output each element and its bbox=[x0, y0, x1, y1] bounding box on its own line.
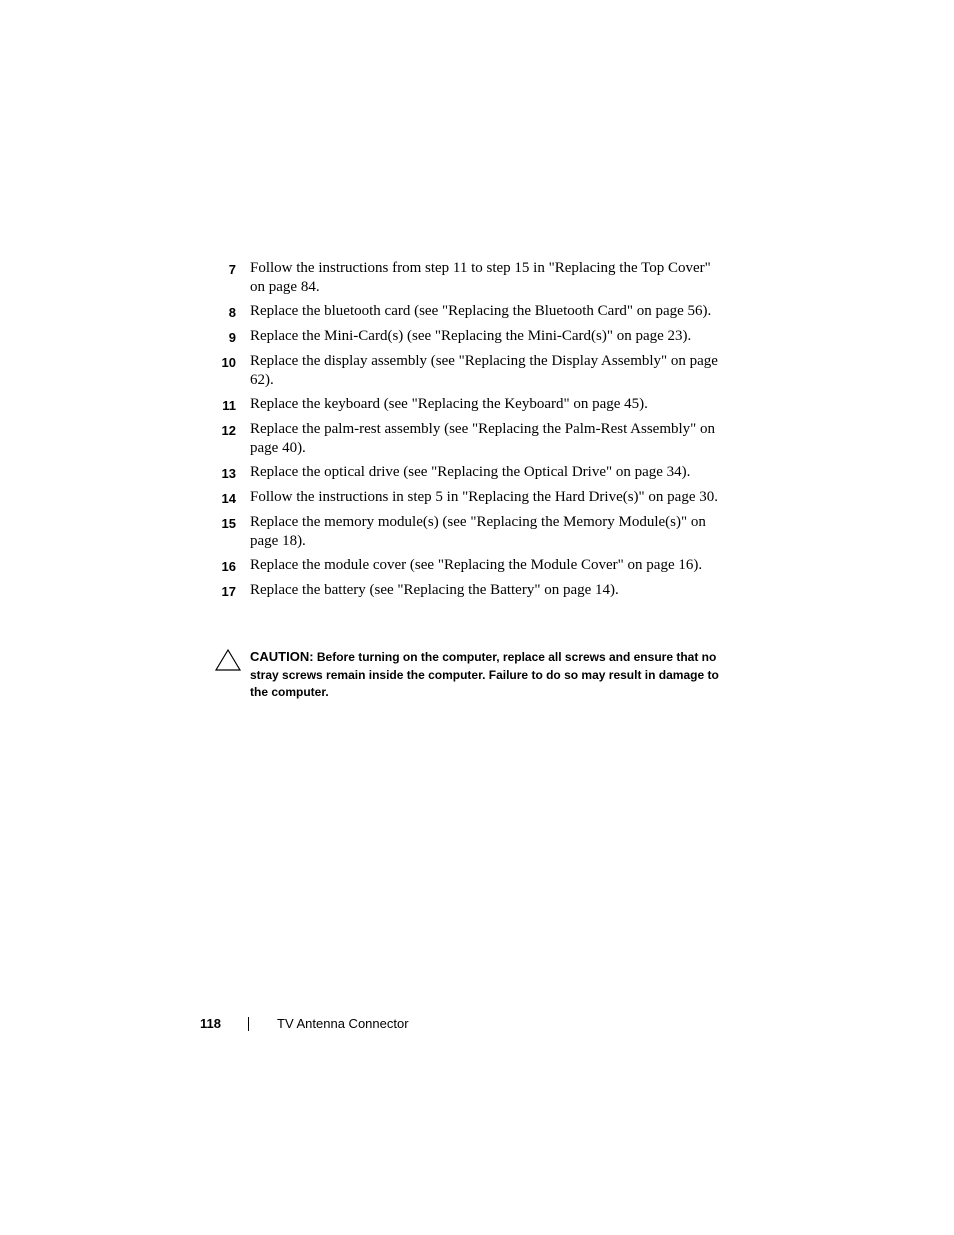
step-item bbox=[200, 327, 730, 347]
procedure-steps bbox=[200, 259, 730, 606]
step-item bbox=[200, 513, 730, 551]
step-text: Replace the battery (see "Replacing the Battery" on page 14). bbox=[250, 582, 619, 598]
caution-body: Before turning on the computer, replace all screws and ensure that no stray screws remain inside the computer. Failure to do so may result in damage to the computer. bbox=[250, 650, 719, 699]
step-number: 13 bbox=[221, 466, 236, 481]
step-text: Replace the memory module(s) (see "Replacing the Memory Module(s)" on page 18). bbox=[250, 514, 706, 549]
page-number: 118 bbox=[200, 1016, 221, 1031]
step-item bbox=[200, 463, 730, 483]
step-text: Replace the palm-rest assembly (see "Replacing the Palm-Rest Assembly" on page 40). bbox=[250, 421, 716, 456]
step-item bbox=[200, 395, 730, 415]
step-number: 17 bbox=[221, 584, 236, 599]
caution-label: CAUTION: bbox=[250, 649, 314, 664]
caution-message bbox=[250, 648, 722, 702]
footer-separator bbox=[248, 1017, 249, 1031]
step-number: 14 bbox=[221, 491, 236, 506]
step-item bbox=[200, 488, 730, 508]
caution-notice bbox=[214, 648, 724, 702]
step-number: 7 bbox=[228, 262, 236, 277]
step-text: Replace the optical drive (see "Replacing the Optical Drive" on page 34). bbox=[250, 464, 691, 480]
step-number: 8 bbox=[228, 305, 236, 320]
caution-triangle-icon bbox=[214, 648, 242, 672]
chapter-title: TV Antenna Connector bbox=[277, 1016, 409, 1031]
step-item bbox=[200, 352, 730, 390]
step-text: Replace the bluetooth card (see "Replacing the Bluetooth Card" on page 56). bbox=[250, 303, 712, 319]
step-item bbox=[200, 420, 730, 458]
step-text: Replace the display assembly (see "Replacing the Display Assembly" on page 62). bbox=[250, 353, 718, 388]
step-text: Replace the keyboard (see "Replacing the Keyboard" on page 45). bbox=[250, 396, 648, 412]
step-item bbox=[200, 581, 730, 601]
step-item bbox=[200, 302, 730, 322]
step-text: Follow the instructions from step 11 to step 15 in "Replacing the Top Cover" on page 84. bbox=[250, 260, 711, 295]
step-text: Replace the module cover (see "Replacing the Module Cover" on page 16). bbox=[250, 557, 703, 573]
step-item bbox=[200, 259, 730, 297]
step-number: 15 bbox=[221, 516, 236, 531]
step-text: Follow the instructions in step 5 in "Replacing the Hard Drive(s)" on page 30. bbox=[250, 489, 718, 505]
step-number: 9 bbox=[228, 330, 236, 345]
step-item bbox=[200, 556, 730, 576]
step-number: 16 bbox=[221, 559, 236, 574]
step-number: 12 bbox=[221, 423, 236, 438]
step-text: Replace the Mini-Card(s) (see "Replacing the Mini-Card(s)" on page 23). bbox=[250, 328, 692, 344]
step-number: 11 bbox=[222, 398, 236, 413]
page-footer bbox=[200, 1015, 409, 1033]
step-number: 10 bbox=[221, 355, 236, 370]
